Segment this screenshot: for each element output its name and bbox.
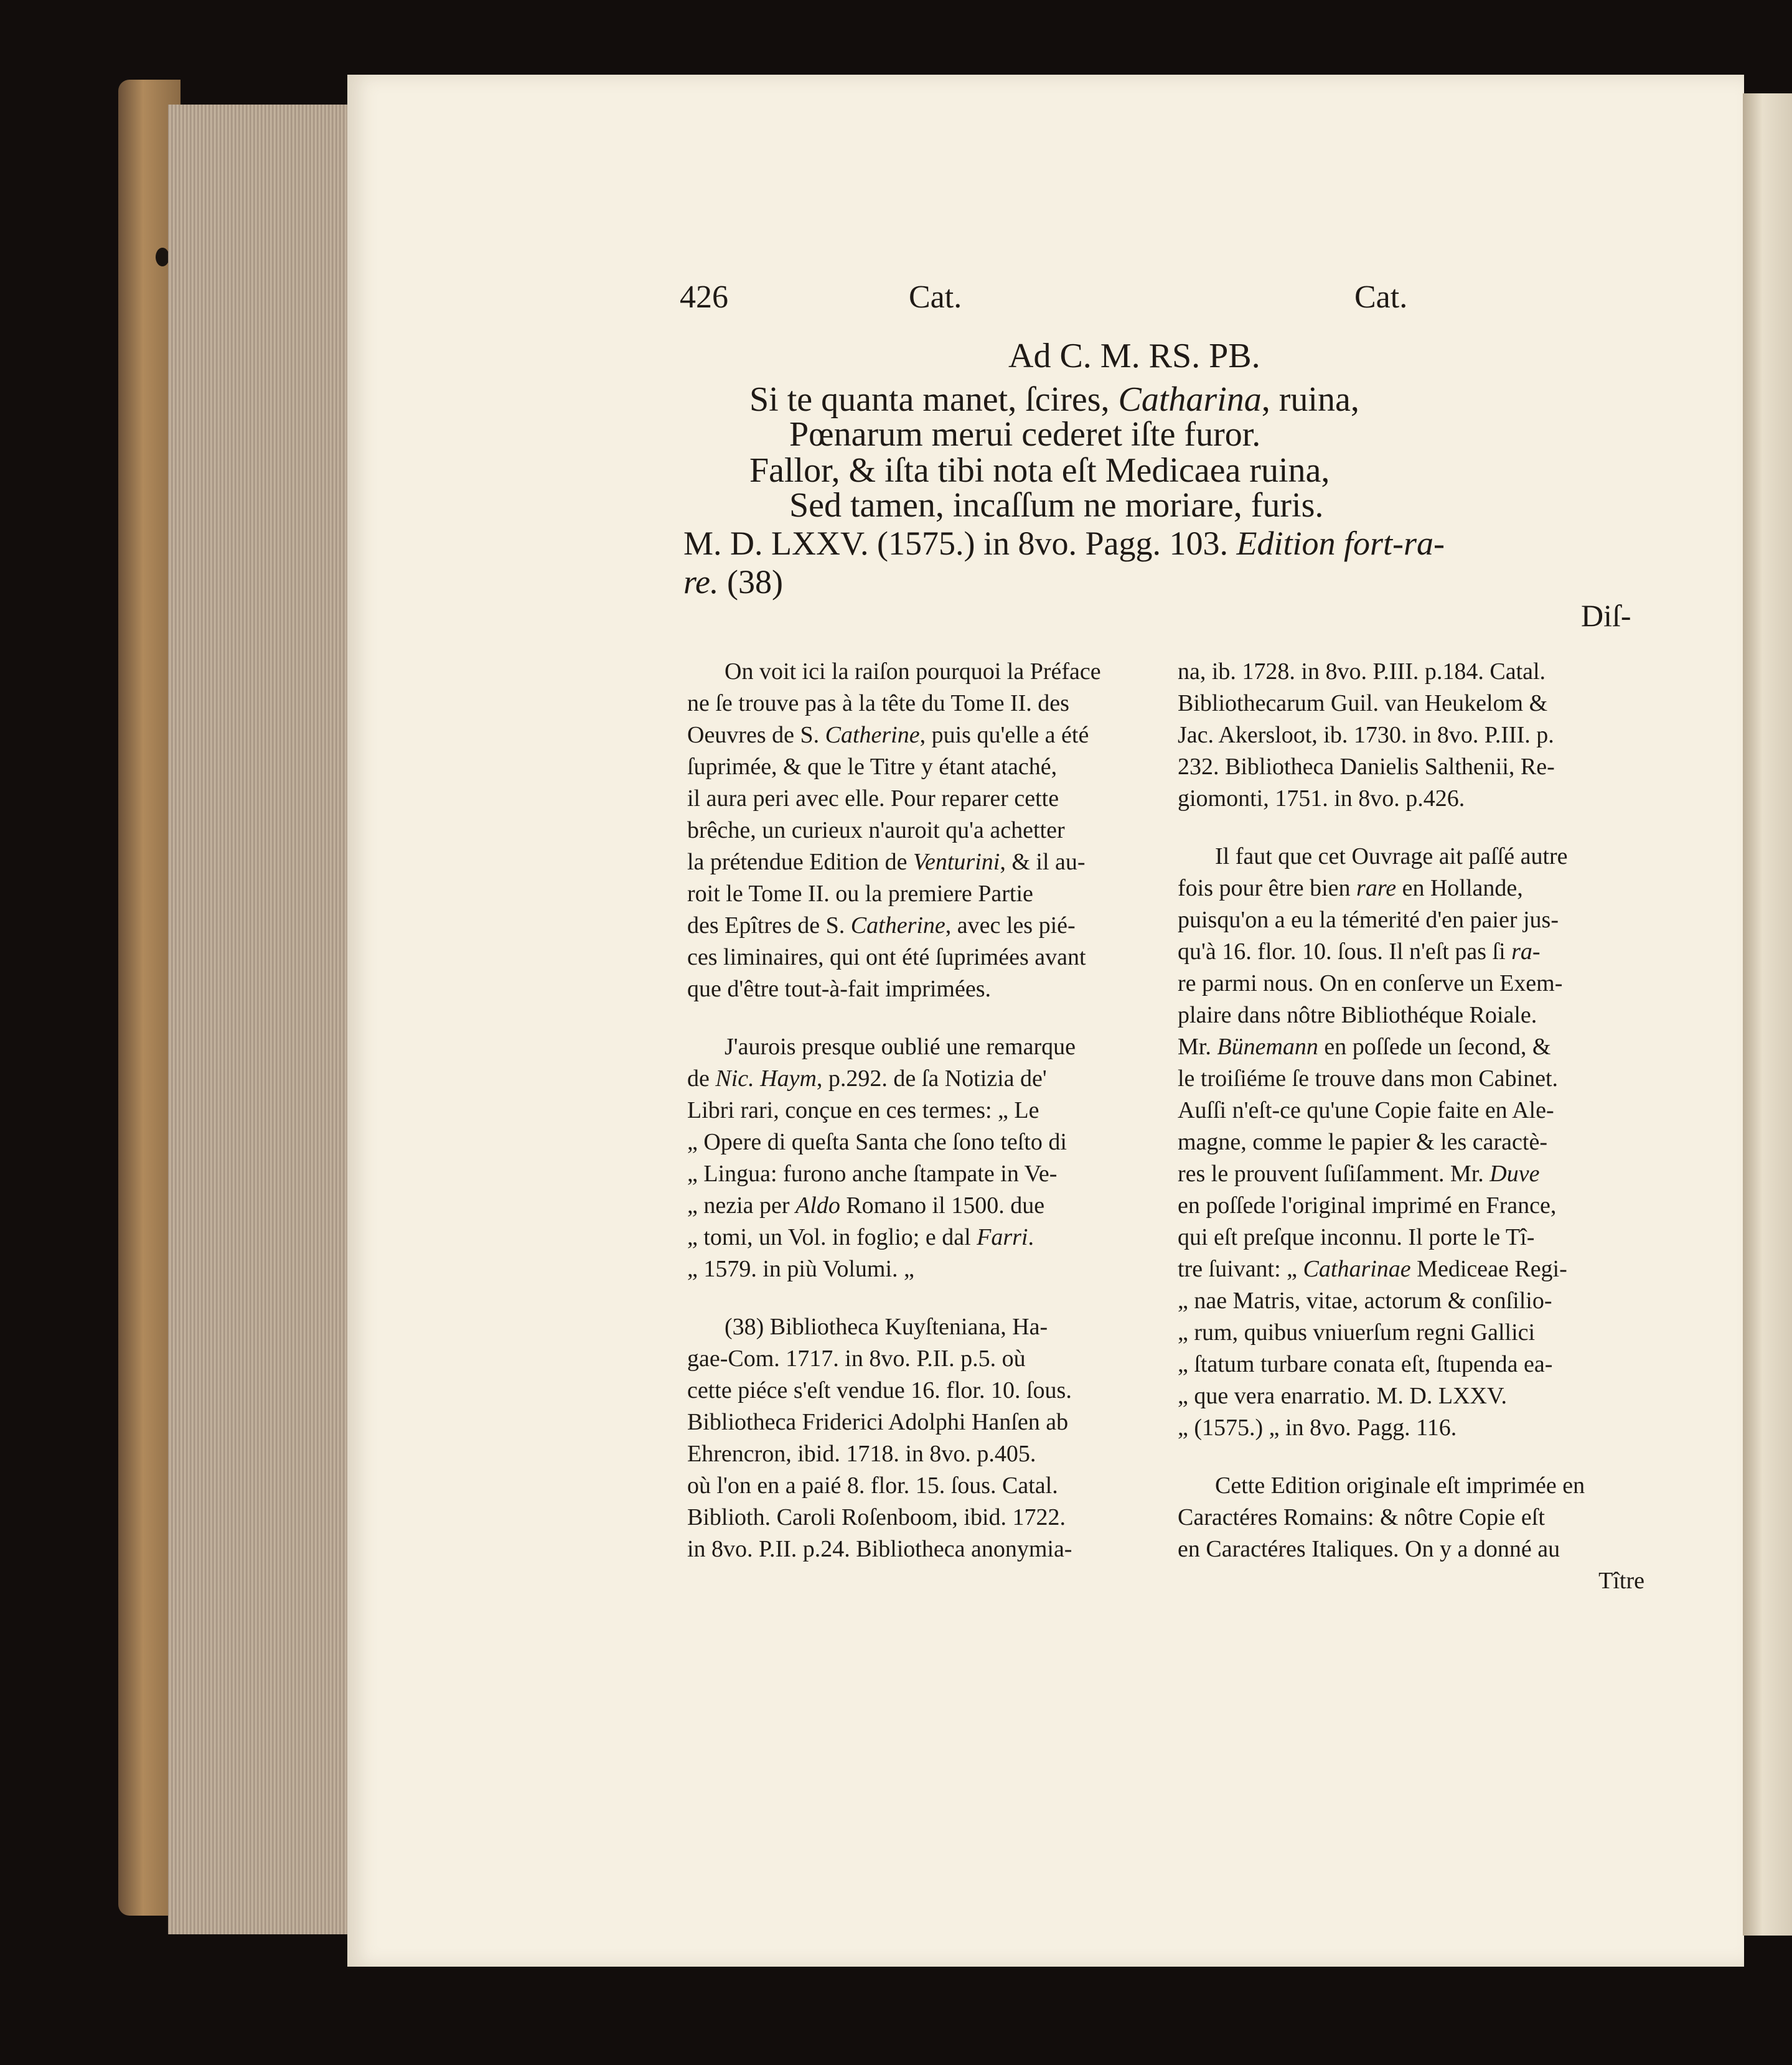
left-paragraph-2: J'aurois presque oublié une remarque de Nic. Haym, p.292. de ſa Notizia de' Libri rari, conçue en ces termes: „ Le „ Opere di queſta Santa che ſono teſto di „ Lingua: furono anche ſtampate in Ve- „ nezia per Aldo Romano il 1500. due „ tomi, un Vol. in foglio; e dal Farri. „ 1579. in più Volumi. „ <box>687 1034 1076 1282</box>
footnote-38: (38) Bibliotheca Kuyſteniana, Ha- gae-Com. 1717. in 8vo. P.II. p.5. où cette piéce s'eſt vendue 16. flor. 10. ſous. Bibliotheca Friderici Adolphi Hanſen ab Ehrencron, ibid. 1718. in 8vo. p.405. où l'on en a paié 8. flor. 15. ſous. Catal. Biblioth. Caroli Roſenboom, ibid. 1722. in 8vo. P.II. p.24. Bibliotheca anonymia- <box>687 1314 1072 1562</box>
left-paragraph-1: On voit ici la raiſon pourquoi la Préface ne ſe trouve pas à la tête du Tome II. des Oeuvres de S. Catherine, puis qu'elle a été ſuprimée, & que le Titre y étant ataché, il aura peri avec elle. Pour reparer cette brêche, un curieux n'auroit qu'a achetter la prétendue Edition de Venturini, & il au- roit le Tome II. ou la premiere Partie des Epîtres de S. Catherine, avec les pié- ces liminaires, qui ont été ſuprimées avant que d'être tout-à-fait imprimées. <box>687 658 1101 1002</box>
poem-line-4: Sed tamen, incaſſum ne moriare, furis. <box>789 486 1324 525</box>
left-column <box>687 656 1148 1565</box>
poem-line-1: Si te quanta manet, ſcires, Catharina, ruina, <box>749 380 1359 419</box>
poem-dedication: Ad C. M. RS. PB. <box>1008 337 1260 375</box>
imprint-line: M. D. LXXV. (1575.) in 8vo. Pagg. 103. Edition fort-ra- <box>683 525 1445 562</box>
right-paragraph-1: na, ib. 1728. in 8vo. P.III. p.184. Catal. Bibliothecarum Guil. van Heukelom & Jac. Akersloot, ib. 1730. in 8vo. P.III. p. 232. Bibliotheca Danielis Salthenii, Re- giomonti, 1751. in 8vo. p.426. <box>1178 658 1555 812</box>
poem-line-3: Fallor, & iſta tibi nota eſt Medicaea ruina, <box>749 451 1330 490</box>
catchword-bottom: Tître <box>1598 1568 1644 1594</box>
right-paragraph-2: Il faut que cet Ouvrage ait paſſé autre fois pour être bien rare en Hollande, puisqu'on a eu la témerité d'en paier jus- qu'à 16. flor. 10. ſous. Il n'eſt pas ſi ra- re parmi nous. On en conſerve un Exem- plaire dans nôtre Bibliothéque Roiale. Mr. Bünemann en poſſede un ſecond, & le troiſiéme ſe trouve dans mon Cabinet. Auſſi n'eſt-ce qu'une Copie faite en Ale- magne, comme le papier & les caractè- res le prouvent ſuſiſamment. Mr. Duve en poſſede l'original imprimé en France, qui eſt preſque inconnu. Il porte le Tî- tre ſuivant: „ Catharinae Mediceae Regi- „ nae Matris, vitae, actorum & conſilio- „ rum, quibus vniuerſum regni Gallici „ ſtatum turbare conata eſt, ſtupenda ea- „ que vera enarratio. M. D. LXXV. „ (1575.) „ in 8vo. Pagg. 116. <box>1178 843 1568 1441</box>
imprint-line-2: re. (38) <box>683 563 783 601</box>
right-column <box>1178 656 1644 1597</box>
running-title-right: Cat. <box>1354 279 1408 315</box>
running-title-left: Cat. <box>909 279 962 315</box>
page-edges <box>168 105 355 1934</box>
poem-line-2: Pœnarum merui cederet iſte furor. <box>789 415 1261 454</box>
right-paragraph-3: Cette Edition originale eſt imprimée en Caractéres Romains: & nôtre Copie eſt en Caractéres Italiques. On y a donné au Tître <box>1178 1470 1644 1597</box>
binding-hole <box>156 248 169 266</box>
catchword-top: Diſ- <box>1581 598 1631 633</box>
page-number: 426 <box>680 279 728 315</box>
facing-page-edge <box>1743 93 1792 1936</box>
